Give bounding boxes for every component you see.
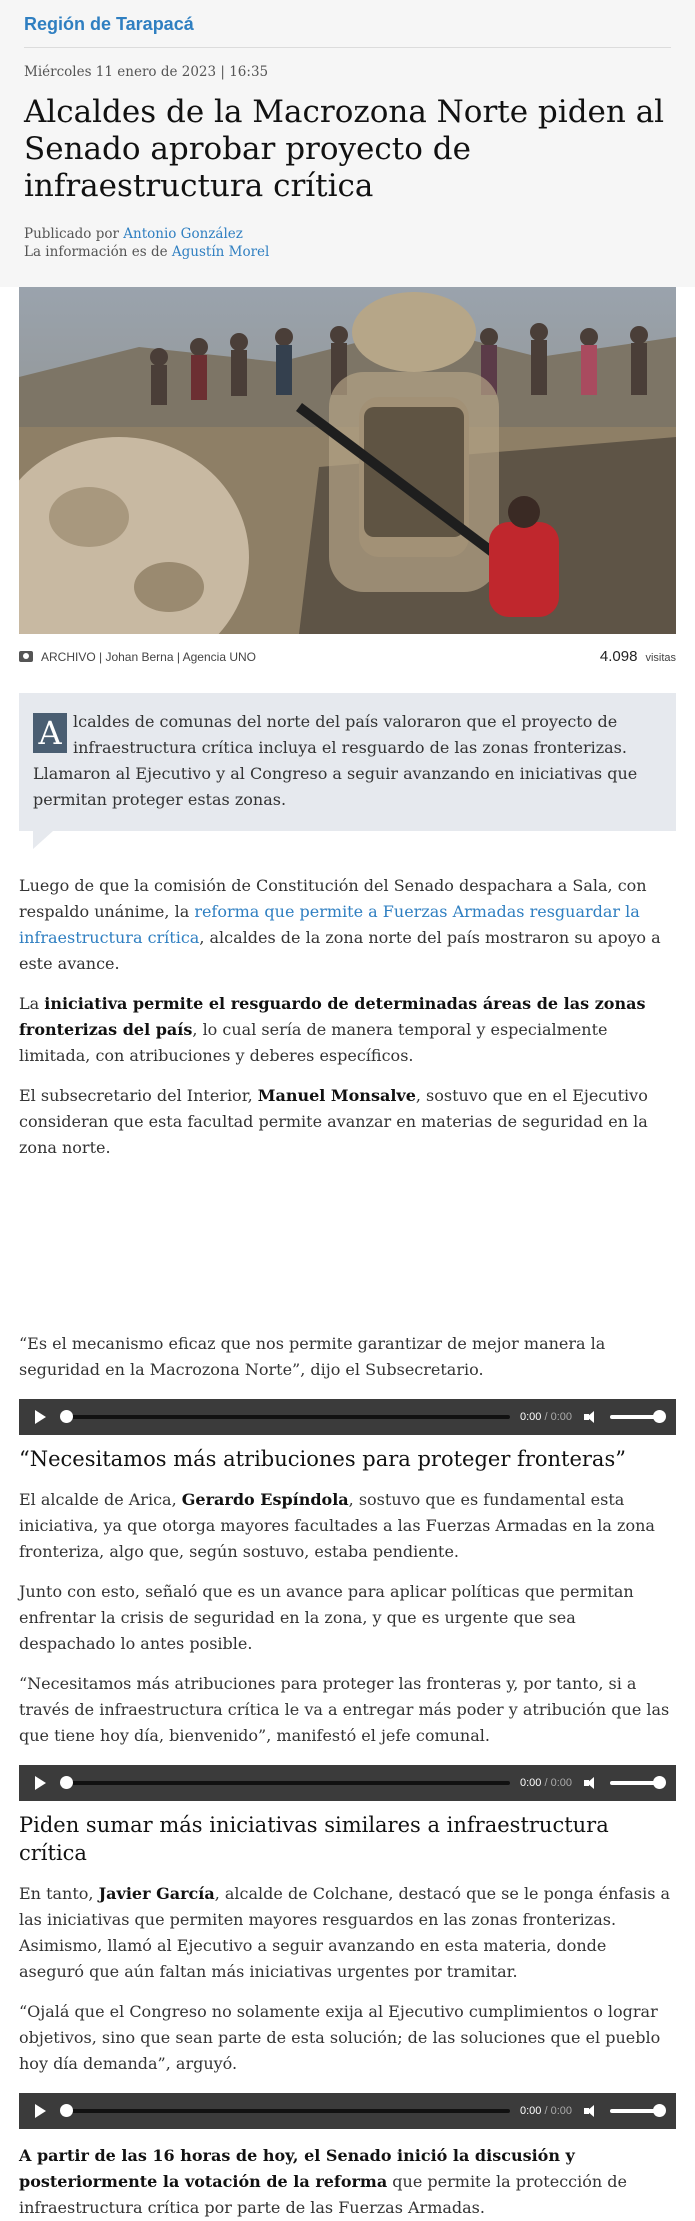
volume-slider[interactable] — [610, 1781, 662, 1785]
audio-progress-handle[interactable] — [60, 2104, 73, 2117]
subheading-1: “Necesitamos más atribuciones para proteger fronteras” — [19, 1447, 626, 1471]
lead-text: lcaldes de comunas del norte del país valoraron que el proyecto de infraestructura crítica incluya el resguardo de las zonas fronterizas. Llamaron al Ejecutivo y al Congreso a seguir avanzando en iniciativas que permitan proteger estas zonas. — [33, 712, 638, 809]
play-icon[interactable] — [35, 2104, 46, 2118]
audio-progress-handle[interactable] — [60, 1776, 73, 1789]
audio-player-2[interactable] — [19, 1765, 676, 1801]
paragraph-3-text-b: , sostuvo que en el Ejecutivo consideran que esta facultad permite avanzar en materias de seguridad en la zona norte. — [19, 1086, 648, 1157]
paragraph-1-text-b: , alcaldes de la zona norte del país mostraron su apoyo a este avance. — [19, 928, 661, 973]
audio-progress-track[interactable] — [60, 2109, 510, 2113]
paragraph-8 — [19, 1881, 676, 1985]
paragraph-5-bold: Gerardo Espíndola — [181, 1490, 349, 1509]
audio-progress-handle[interactable] — [60, 1410, 73, 1423]
audio-time — [520, 2098, 572, 2124]
paragraph-3 — [19, 1083, 676, 1161]
play-icon[interactable] — [35, 1776, 46, 1790]
volume-slider[interactable] — [610, 1415, 662, 1419]
article-header — [0, 0, 695, 287]
byline — [24, 225, 671, 287]
volume-handle[interactable] — [653, 2104, 666, 2117]
visits-count: 4.098 — [599, 648, 638, 665]
paragraph-1 — [19, 873, 676, 977]
paragraph-3-bold: Manuel Monsalve — [257, 1086, 416, 1105]
published-prefix: Publicado por — [24, 226, 124, 242]
audio-progress-track[interactable] — [60, 1415, 510, 1419]
volume-slider[interactable] — [610, 2109, 662, 2113]
paragraph-1-text-a: Luego de que la comisión de Constitución del Senado despachara a Sala, con respaldo unánime, la — [19, 876, 647, 921]
article-body — [0, 873, 695, 2221]
visits-label: visitas — [645, 652, 676, 664]
paragraph-4: “Es el mecanismo eficaz que nos permite garantizar de mejor manera la seguridad en la Macrozona Norte”, dijo el Subsecretario. — [19, 1334, 606, 1379]
paragraph-2 — [19, 991, 676, 1069]
audio-current-time: 0:00 — [519, 1777, 542, 1789]
reform-link[interactable]: reforma que permite a Fuerzas Armadas resguardar la infraestructura crítica — [19, 902, 640, 947]
audio-duration: 0:00 — [550, 2105, 572, 2117]
paragraph-3-text-a: El subsecretario del Interior, — [19, 1086, 258, 1105]
audio-player-3[interactable] — [19, 2093, 676, 2129]
region-link[interactable]: Región de Tarapacá — [24, 14, 671, 48]
paragraph-2-text-a: La — [19, 994, 45, 1013]
paragraph-5-text-b: , sostuvo que es fundamental esta iniciativa, ya que otorga mayores facultades a las Fuerzas Armadas en la zona fronteriza, algo que, según sostuvo, estaba pendiente. — [19, 1490, 655, 1561]
publish-date: Miércoles 11 enero de 2023 | 16:35 — [24, 64, 269, 80]
volume-icon[interactable] — [584, 2105, 600, 2117]
photo-illustration — [19, 287, 676, 634]
lead-summary — [19, 693, 676, 831]
audio-current-time: 0:00 — [519, 1411, 542, 1423]
dropcap-letter: A — [33, 713, 67, 753]
paragraph-10-bold: A partir de las 16 horas de hoy, el Senado inició la discusión y posteriormente la votación de la reforma — [19, 2146, 575, 2191]
info-prefix: La información es de — [24, 244, 172, 260]
audio-time-separator: / — [541, 2105, 551, 2117]
paragraph-8-bold: Javier García — [98, 1884, 215, 1903]
visits-counter — [600, 648, 676, 665]
paragraph-8-text-b: , alcalde de Colchane, destacó que se le ponga énfasis a las iniciativas que permiten mayores resguardos en las zonas fronterizas. Asimismo, llamó al Ejecutivo a seguir avanzando en esta materia, donde aseguró que aún faltan más iniciativas urgentes por tramitar. — [19, 1884, 671, 1981]
paragraph-7: “Necesitamos más atribuciones para proteger las fronteras y, por tanto, si a través de infraestructura crítica le va a entregar más poder y atribución que las que tiene hoy día, bienvenido”, manifestó el jefe comunal. — [19, 1674, 670, 1745]
volume-handle[interactable] — [653, 1776, 666, 1789]
subheading-2: Piden sumar más iniciativas similares a infraestructura crítica — [19, 1813, 609, 1865]
paragraph-5-text-a: El alcalde de Arica, — [19, 1490, 182, 1509]
audio-time — [520, 1404, 572, 1430]
photo-container — [0, 287, 695, 634]
article-title: Alcaldes de la Macrozona Norte piden al Senado aprobar proyecto de infraestructura crítica — [24, 94, 665, 204]
audio-time-separator: / — [541, 1411, 551, 1423]
camera-icon — [19, 651, 33, 662]
volume-handle[interactable] — [653, 1410, 666, 1423]
audio-duration: 0:00 — [550, 1411, 572, 1423]
volume-icon[interactable] — [584, 1411, 600, 1423]
audio-progress-track[interactable] — [60, 1781, 510, 1785]
paragraph-8-text-a: En tanto, — [19, 1884, 99, 1903]
paragraph-6: Junto con esto, señaló que es un avance para aplicar políticas que permitan enfrentar la crisis de seguridad en la zona, y que es urgente que sea despachado lo antes posible. — [19, 1582, 634, 1653]
audio-time — [520, 1770, 572, 1796]
photo-caption-row — [0, 634, 695, 665]
article-photo — [19, 287, 676, 634]
paragraph-5 — [19, 1487, 676, 1565]
paragraph-10-text-b: que permite la protección de infraestructura crítica por parte de las Fuerzas Armadas. — [19, 2172, 627, 2217]
photo-caption: ARCHIVO | Johan Berna | Agencia UNO — [41, 649, 256, 664]
ad-space — [19, 1161, 676, 1317]
paragraph-2-text-b: , lo cual sería de manera temporal y especialmente limitada, con atribuciones y deberes específicos. — [19, 1020, 608, 1065]
audio-player-1[interactable] — [19, 1399, 676, 1435]
audio-current-time: 0:00 — [519, 2105, 542, 2117]
audio-duration: 0:00 — [550, 1777, 572, 1789]
published-author-link[interactable]: Antonio González — [123, 226, 243, 242]
paragraph-10 — [19, 2143, 676, 2221]
audio-time-separator: / — [541, 1777, 551, 1789]
paragraph-9: “Ojalá que el Congreso no solamente exija al Ejecutivo cumplimientos o lograr objetivos, sino que sean parte de esta solución; de las soluciones que el pueblo hoy día demanda”, arguyó. — [19, 2002, 661, 2073]
paragraph-2-bold: iniciativa permite el resguardo de determinadas áreas de las zonas fronterizas del país — [19, 994, 646, 1039]
play-icon[interactable] — [35, 1410, 46, 1424]
info-author-link[interactable]: Agustín Morel — [171, 244, 270, 260]
volume-icon[interactable] — [584, 1777, 600, 1789]
